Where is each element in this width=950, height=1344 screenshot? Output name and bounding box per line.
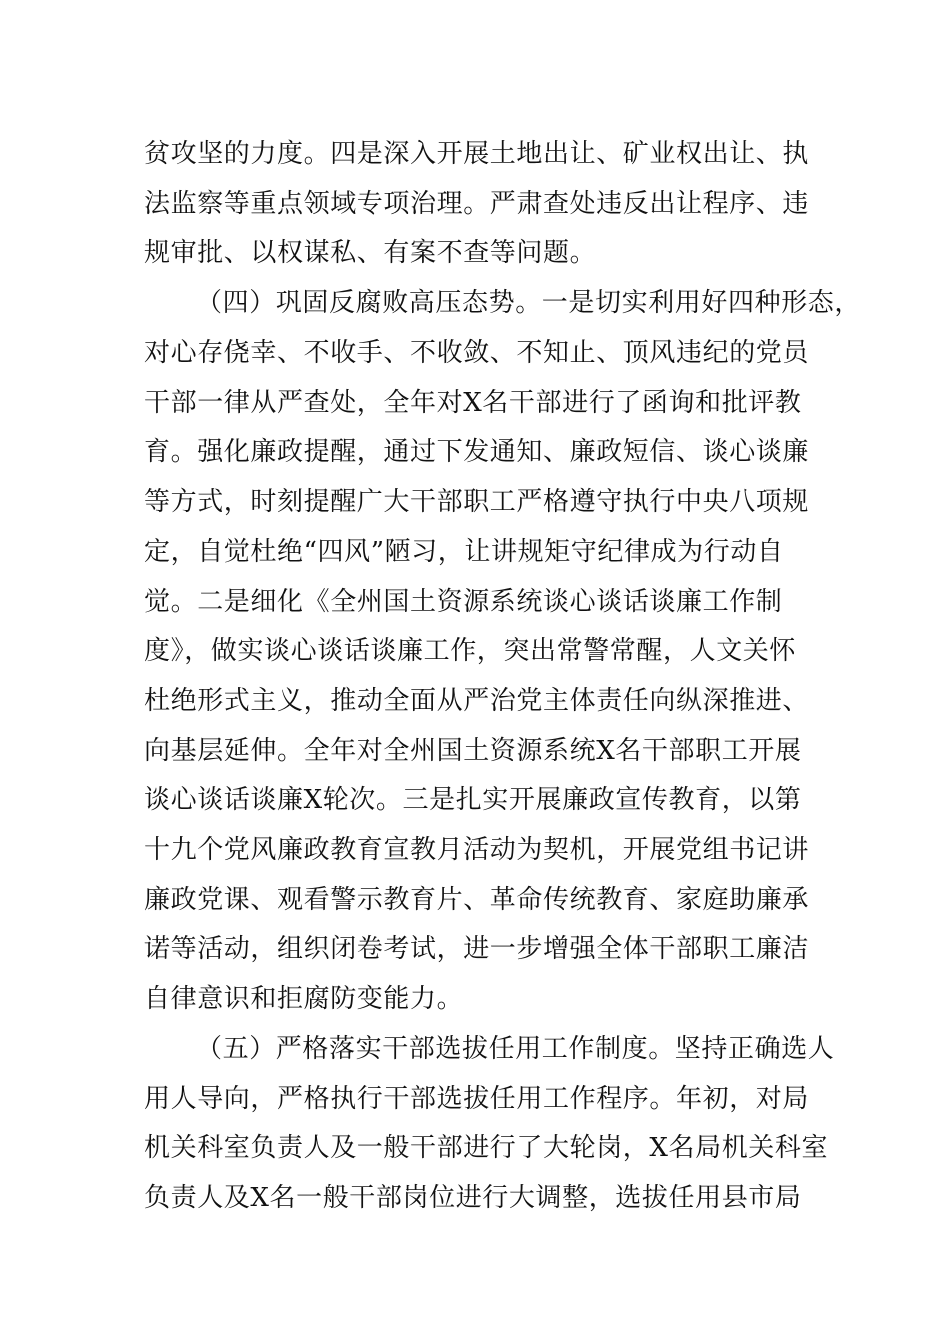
text-line: 十九个党风廉政教育宣教月活动为契机，开展党组书记讲 xyxy=(144,835,810,865)
text-line: 负责人及X名一般干部岗位进行大调整，选拔任用县市局 xyxy=(144,1183,802,1213)
text-line: 对心存侥幸、不收手、不收敛、不知止、顶风违纪的党员 xyxy=(144,338,810,368)
text-line: 法监察等重点领域专项治理。严肃查处违反出让程序、违 xyxy=(144,189,810,219)
text-line: 杜绝形式主义，推动全面从严治党主体责任向纵深推进、 xyxy=(144,686,810,716)
text-line: 诺等活动，组织闭卷考试，进一步增强全体干部职工廉洁 xyxy=(144,934,810,964)
text-line: 度》，做实谈心谈话谈廉工作，突出常警常醒，人文关怀 xyxy=(144,636,797,666)
text-line: 向基层延伸。全年对全州国土资源系统X名干部职工开展 xyxy=(144,736,802,766)
section-five-heading-line: （五）严格落实干部选拔任用工作制度。坚持正确选人 xyxy=(196,1034,835,1064)
section-four-heading-line: （四）巩固反腐败高压态势。一是切实利用好四种形态， xyxy=(196,288,862,318)
text-line: 觉。二是细化《全州国土资源系统谈心谈话谈廉工作制 xyxy=(144,587,783,617)
text-line: 自律意识和拒腐防变能力。 xyxy=(144,984,464,1014)
text-line: 规审批、以权谋私、有案不查等问题。 xyxy=(144,238,597,268)
text-line: 廉政党课、观看警示教育片、革命传统教育、家庭助廉承 xyxy=(144,885,810,915)
text-line: 机关科室负责人及一般干部进行了大轮岗，X名局机关科室 xyxy=(144,1133,829,1163)
text-line: 干部一律从严查处，全年对X名干部进行了函询和批评教 xyxy=(144,388,802,418)
text-line: 用人导向，严格执行干部选拔任用工作程序。年初，对局 xyxy=(144,1084,810,1114)
text-line: 等方式，时刻提醒广大干部职工严格遵守执行中央八项规 xyxy=(144,487,810,517)
text-line: 贫攻坚的力度。四是深入开展土地出让、矿业权出让、执 xyxy=(144,139,810,169)
text-line: 定，自觉杜绝“四风”陋习，让讲规矩守纪律成为行动自 xyxy=(144,537,784,567)
text-line: 谈心谈话谈廉X轮次。三是扎实开展廉政宣传教育，以第 xyxy=(144,785,802,815)
text-line: 育。强化廉政提醒，通过下发通知、廉政短信、谈心谈廉 xyxy=(144,437,810,467)
